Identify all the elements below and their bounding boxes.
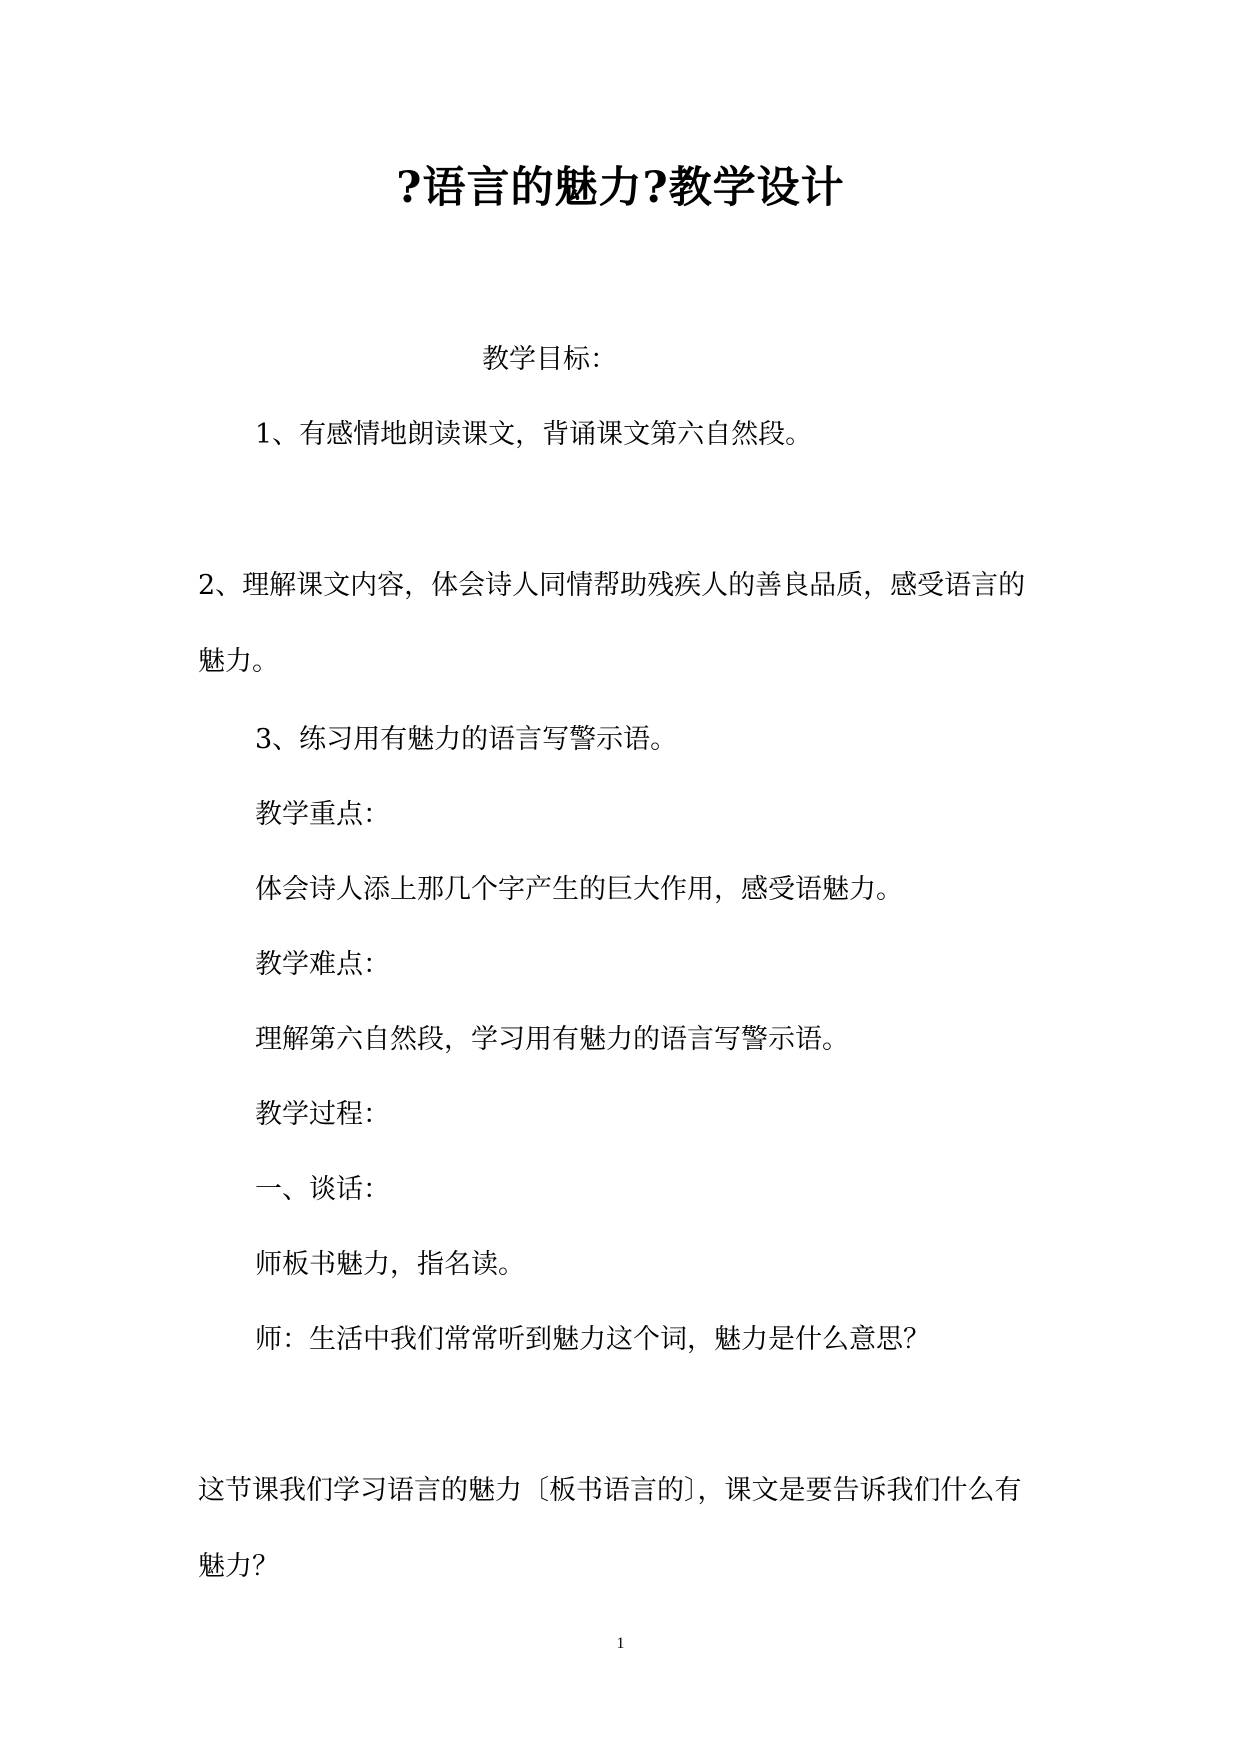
step-1-line-c: 这节课我们学习语言的魅力〔板书语言的〕，课文是要告诉我们什么有魅力？: [198, 1475, 1022, 1582]
key-text: 体会诗人添上那几个字产生的巨大作用，感受语魅力。: [255, 874, 903, 905]
goal-item-3: 3、练习用有魅力的语言写警示语。: [255, 724, 678, 755]
difficulty-heading: 教学难点：: [255, 949, 390, 980]
process-heading: 教学过程：: [255, 1099, 390, 1130]
step-1-line-b: 师：生活中我们常常听到魅力这个词，魅力是什么意思？: [255, 1324, 930, 1355]
goal-item-1: 1、有感情地朗读课文，背诵课文第六自然段。: [255, 419, 813, 450]
goal-item-2: 2、理解课文内容，体会诗人同情帮助残疾人的善良品质，感受语言的魅力。: [198, 570, 1026, 677]
difficulty-text: 理解第六自然段，学习用有魅力的语言写警示语。: [255, 1024, 849, 1055]
goal-heading: 教学目标：: [482, 344, 617, 375]
step-1-line-a: 师板书魅力，指名读。: [255, 1249, 525, 1280]
step-1-heading: 一、谈话：: [255, 1174, 390, 1205]
key-heading: 教学重点：: [255, 799, 390, 830]
page-title: ?语言的魅力?教学设计: [396, 163, 845, 213]
page-number: 1: [616, 1635, 625, 1652]
